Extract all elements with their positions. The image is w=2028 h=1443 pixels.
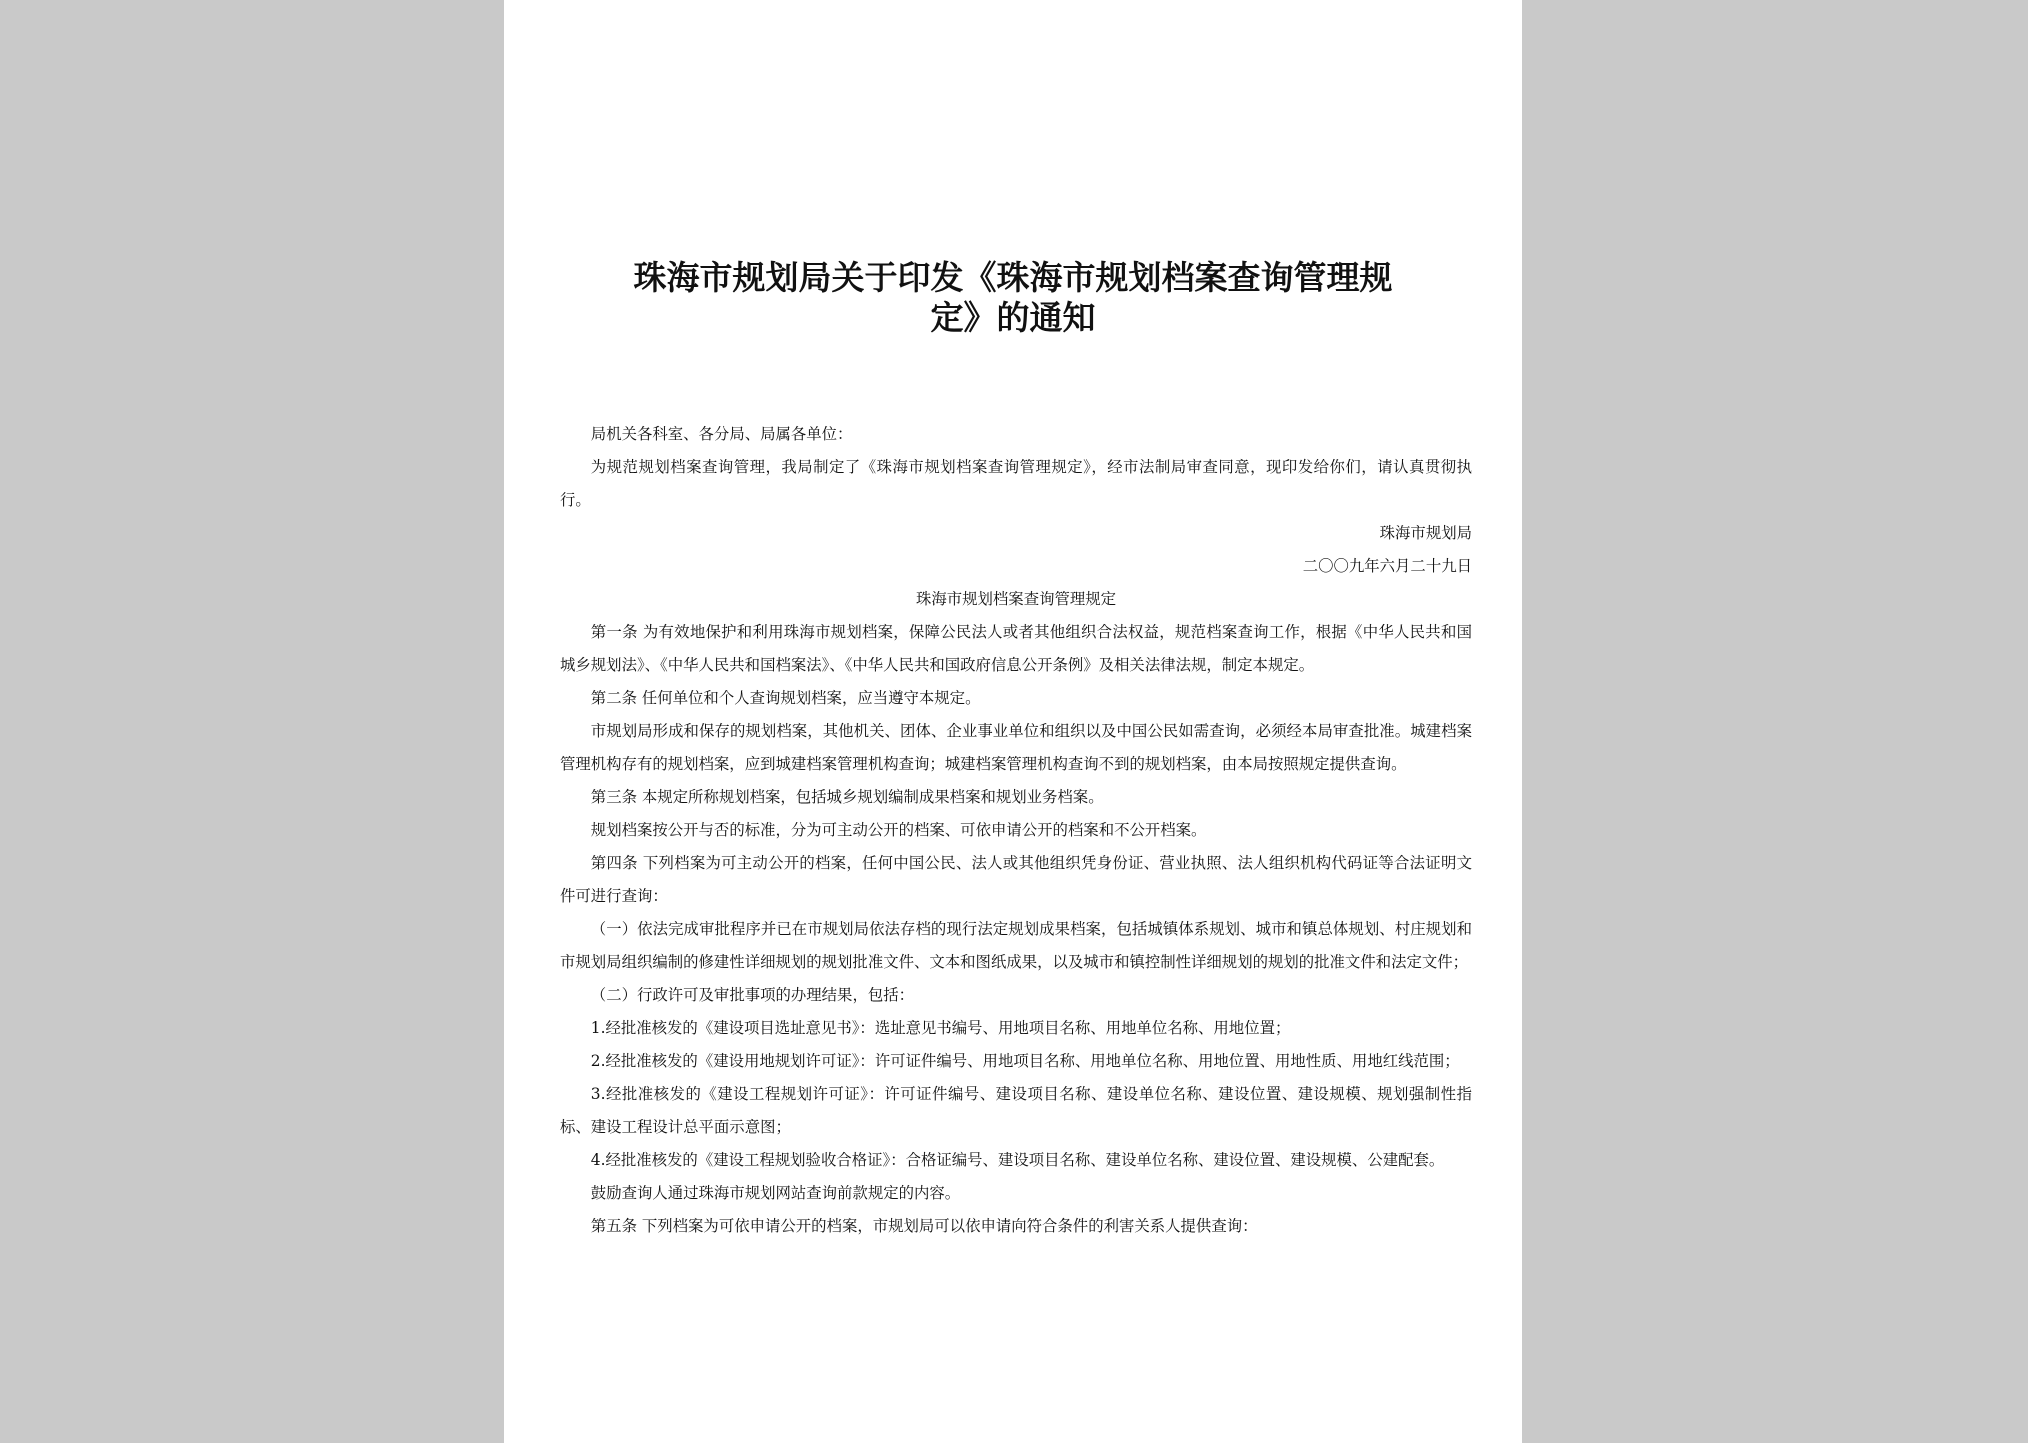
document-page	[504, 0, 1522, 1443]
salutation: 局机关各科室、各分局、局属各单位：	[590, 425, 853, 443]
article-1: 第一条 为有效地保护和利用珠海市规划档案，保障公民法人或者其他组织合法权益，规范档案查询工作，根据《中华人民共和国城乡规划法》、《中华人民共和国档案法》、《中华人民共和国政府信息公开条例》及相关法律法规，制定本规定。	[560, 623, 1472, 674]
issue-date: 二〇〇九年六月二十九日	[1302, 557, 1472, 575]
article-5: 第五条 下列档案为可依申请公开的档案，市规划局可以依申请向符合条件的利害关系人提供查询：	[590, 1217, 1258, 1235]
intro-paragraph: 为规范规划档案查询管理，我局制定了《珠海市规划档案查询管理规定》，经市法制局审查同意，现印发给你们，请认真贯彻执行。	[560, 458, 1472, 509]
issuer: 珠海市规划局	[1379, 524, 1472, 542]
title-line-1: 珠海市规划局关于印发《珠海市规划档案查询管理规	[633, 258, 1393, 297]
document-body	[560, 418, 1472, 1243]
article-4-item-1: （一）依法完成审批程序并已在市规划局依法存档的现行法定规划成果档案，包括城镇体系规划、城市和镇总体规划、村庄规划和市规划局组织编制的修建性详细规划的规划批准文件、文本和图纸成果，以及城市和镇控制性详细规划的规划的批准文件和法定文件；	[560, 920, 1472, 971]
article-3-clause: 规划档案按公开与否的标准，分为可主动公开的档案、可依申请公开的档案和不公开档案。	[590, 821, 1207, 839]
document-title	[584, 258, 1442, 338]
regulation-title: 珠海市规划档案查询管理规定	[915, 590, 1117, 608]
article-2-clause: 市规划局形成和保存的规划档案，其他机关、团体、企业事业单位和组织以及中国公民如需查询，必须经本局审查批准。城建档案管理机构存有的规划档案，应到城建档案管理机构查询；城建档案管理机构查询不到的规划档案，由本局按照规定提供查询。	[560, 722, 1472, 773]
article-4-item-2: （二）行政许可及审批事项的办理结果，包括：	[590, 986, 915, 1004]
article-4-note: 鼓励查询人通过珠海市规划网站查询前款规定的内容。	[590, 1184, 961, 1202]
article-2: 第二条 任何单位和个人查询规划档案，应当遵守本规定。	[590, 689, 981, 707]
article-4-subitem-2: 2.经批准核发的《建设用地规划许可证》：许可证件编号、用地项目名称、用地单位名称、用地位置、用地性质、用地红线范围；	[590, 1052, 1460, 1070]
title-line-2: 定》的通知	[930, 298, 1096, 337]
article-4-subitem-3: 3.经批准核发的《建设工程规划许可证》：许可证件编号、建设项目名称、建设单位名称、建设位置、建设规模、规划强制性指标、建设工程设计总平面示意图；	[560, 1085, 1472, 1136]
article-3: 第三条 本规定所称规划档案，包括城乡规划编制成果档案和规划业务档案。	[590, 788, 1104, 806]
article-4: 第四条 下列档案为可主动公开的档案，任何中国公民、法人或其他组织凭身份证、营业执照、法人组织机构代码证等合法证明文件可进行查询：	[560, 854, 1472, 905]
article-4-subitem-1: 1.经批准核发的《建设项目选址意见书》：选址意见书编号、用地项目名称、用地单位名称、用地位置；	[590, 1019, 1291, 1037]
article-4-subitem-4: 4.经批准核发的《建设工程规划验收合格证》：合格证编号、建设项目名称、建设单位名称、建设位置、建设规模、公建配套。	[590, 1151, 1445, 1169]
